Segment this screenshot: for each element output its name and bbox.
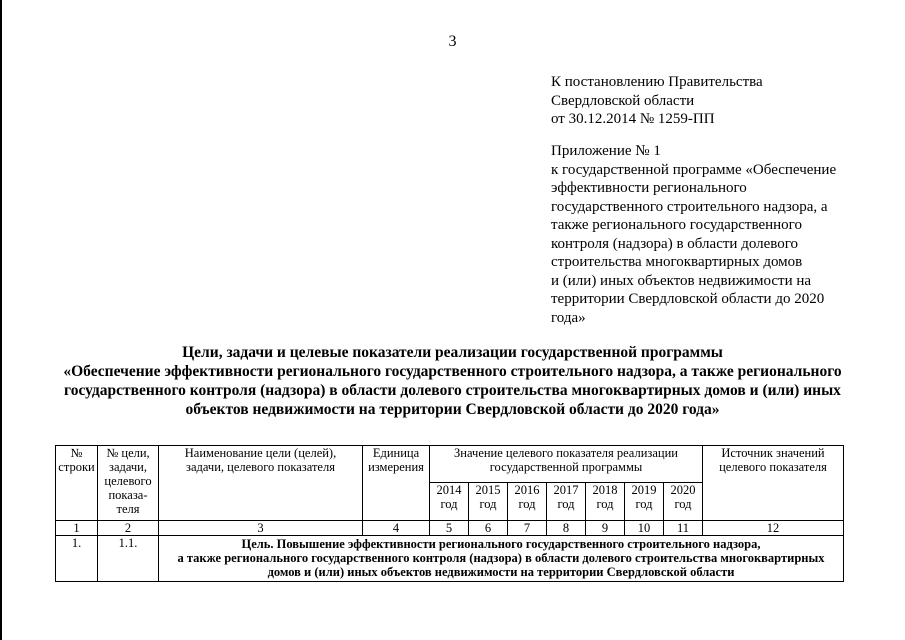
column-number: 8 [547, 521, 586, 536]
appendix-line: и (или) иных объектов недвижимости на [551, 272, 812, 289]
header-name: Наименование цели (целей), задачи, целевого показателя [159, 446, 363, 521]
page-left-border [0, 0, 2, 640]
row-number: 1. [56, 536, 98, 582]
title-line: «Обеспечение эффективности регионального государственного строительного надзора, а также регионального [63, 363, 842, 380]
header-value: Значение целевого показателя реализации государственной программы [430, 446, 703, 483]
title-line: государственного контроля (надзора) в области долевого строительства многоквартирных домов и (или) иных [64, 382, 841, 399]
column-number: 6 [469, 521, 508, 536]
approval-line: от 30.12.2014 № 1259-ПП [551, 111, 715, 127]
header-row-number: № строки [56, 446, 98, 521]
appendix-line: территории Свердловской области до 2020 [551, 291, 825, 307]
column-number: 1 [56, 521, 98, 536]
header-goal-number: № цели, задачи, целевого показа- теля [98, 446, 159, 521]
goal-number: 1.1. [98, 536, 159, 582]
header-source: Источник значений целевого показателя [703, 446, 844, 521]
appendix-line: эффективности регионального [551, 180, 747, 196]
column-number: 7 [508, 521, 547, 536]
column-number: 12 [703, 521, 844, 536]
indicators-table [55, 445, 844, 582]
table-row [56, 536, 844, 582]
column-number: 5 [430, 521, 469, 536]
title-line: объектов недвижимости на территории Свердловской области до 2020 года» [185, 401, 720, 418]
header-year: 2020 год [664, 483, 703, 521]
appendix-line: государственного строительного надзора, а [551, 198, 828, 215]
appendix-line: строительства многоквартирных домов [551, 254, 803, 270]
appendix-line: Приложение № 1 [551, 143, 661, 159]
document-title [0, 343, 905, 419]
goal-text: Цель. Повышение эффективности регионального государственного строительного надзора, а также регионального государственного контроля (надзора) в области долевого строительства многоквартирных домов и (или) иных объектов недвижимости на территории Свердловской области [159, 536, 844, 582]
column-number: 10 [625, 521, 664, 536]
title-line: Цели, задачи и целевые показатели реализации государственной программы [182, 344, 723, 361]
header-year: 2015 год [469, 483, 508, 521]
appendix-line: к государственной программе «Обеспечение [551, 161, 837, 178]
page-number: 3 [448, 33, 457, 50]
column-number: 9 [586, 521, 625, 536]
header-year: 2018 год [586, 483, 625, 521]
appendix-line: контроля (надзора) в области долевого [551, 235, 799, 252]
appendix-block [551, 142, 851, 327]
column-number: 11 [664, 521, 703, 536]
column-number: 3 [159, 521, 363, 536]
header-unit: Единица измерения [363, 446, 430, 521]
appendix-line: также регионального государственного [551, 217, 802, 233]
header-year: 2019 год [625, 483, 664, 521]
appendix-line: года» [551, 309, 586, 326]
approval-block [551, 73, 763, 129]
approval-line: К постановлению Правительства [551, 74, 763, 90]
header-year: 2017 год [547, 483, 586, 521]
approval-line: Свердловской области [551, 92, 695, 109]
header-year: 2016 год [508, 483, 547, 521]
column-number: 2 [98, 521, 159, 536]
header-year: 2014 год [430, 483, 469, 521]
column-number: 4 [363, 521, 430, 536]
